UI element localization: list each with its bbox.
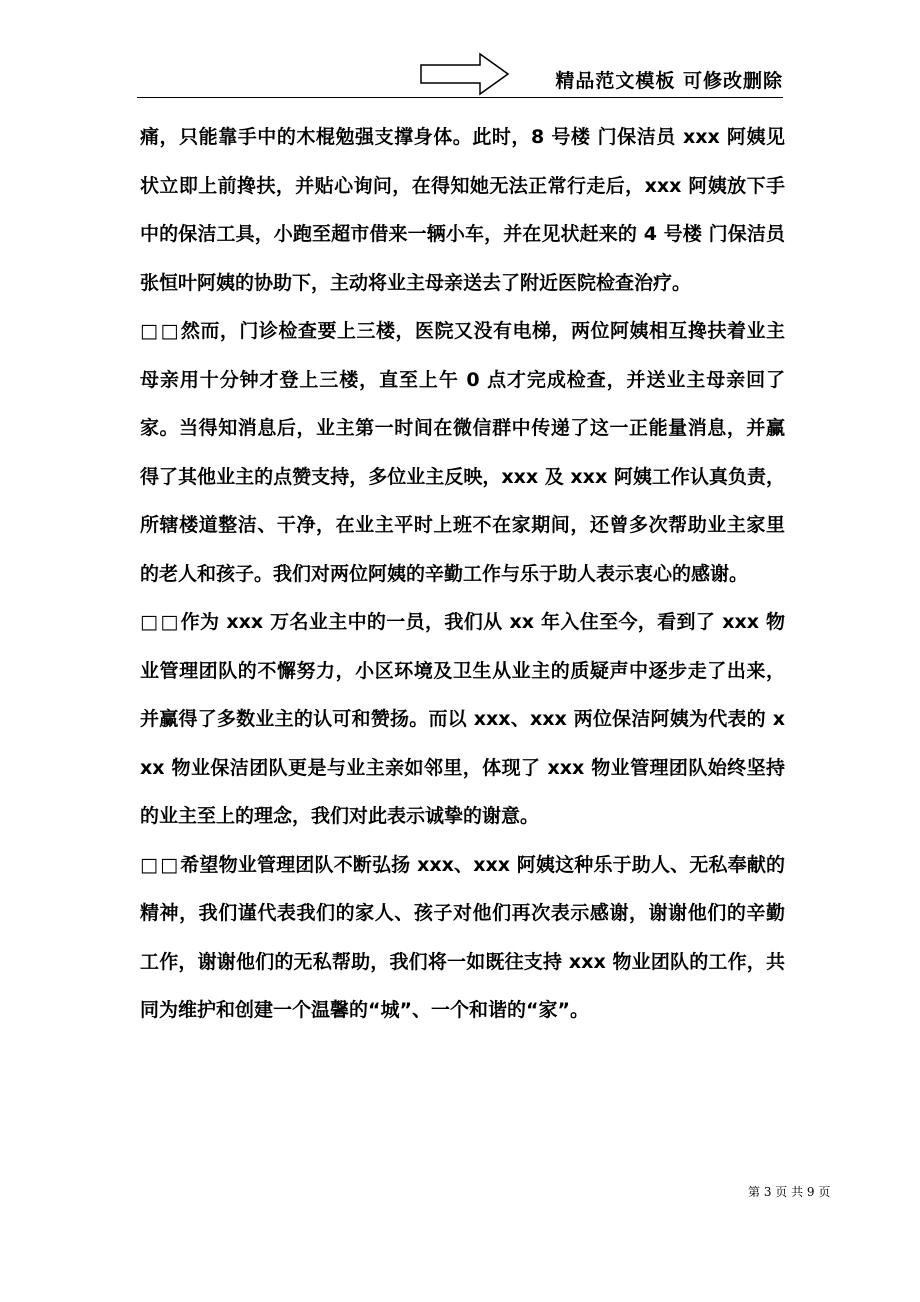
paragraph-indent: □□	[140, 611, 181, 633]
right-arrow-icon	[420, 52, 510, 100]
paragraph-text: 希望物业管理团队不断弘扬 xxx、xxx 阿姨这种乐于助人、无私奉献的精神，我们谨代表我们的家人、孩子对他们再次表示感谢，谢谢他们的辛勤工作，谢谢他们的无私帮助，我们将一如既往支持 xxx 物业团队的工作，共同为维护和创建一个温馨的“城”、一个和谐的“家”。	[140, 853, 785, 1021]
document-body	[140, 113, 785, 1035]
paragraph	[140, 598, 785, 841]
paragraph	[140, 113, 785, 307]
paragraph-text: 作为 xxx 万名业主中的一员，我们从 xx 年入住至今，看到了 xxx 物业管理团队的不懈努力，小区环境及卫生从业主的质疑声中逐步走了出来，并赢得了多数业主的认可和赞扬。而以 xxx、xxx 两位保洁阿姨为代表的 xxx 物业保洁团队更是与业主亲如邻里，体现了 xxx 物业管理团队始终坚持的业主至上的理念，我们对此表示诚挚的谢意。	[140, 611, 786, 827]
paragraph	[140, 841, 785, 1035]
paragraph-indent: □□	[140, 320, 181, 342]
page-number: 第 3 页 共 9 页	[748, 1185, 831, 1199]
paragraph-text: 痛，只能靠手中的木棍勉强支撑身体。此时，8 号楼 门保洁员 xxx 阿姨见状立即上前搀扶，并贴心询问，在得知她无法正常行走后，xxx 阿姨放下手中的保洁工具，小跑至超市借来一辆小车，并在见状赶来的 4 号楼 门保洁员张恒叶阿姨的协助下，主动将业主母亲送去了附近医院检查治疗。	[140, 126, 785, 294]
header-title: 精品范文模板 可修改删除	[555, 70, 783, 92]
paragraph-indent: □□	[140, 853, 181, 876]
paragraph	[140, 307, 785, 598]
header-divider	[137, 97, 783, 98]
page-header	[137, 50, 783, 98]
paragraph-text: 然而，门诊检查要上三楼，医院又没有电梯，两位阿姨相互搀扶着业主母亲用十分钟才登上三楼，直至上午 0 点才完成检查，并送业主母亲回了家。当得知消息后，业主第一时间在微信群中传递了这一正能量消息，并赢得了其他业主的点赞支持，多位业主反映，xxx 及 xxx 阿姨工作认真负责，所辖楼道整洁、干净，在业主平时上班不在家期间，还曾多次帮助业主家里的老人和孩子。我们对两位阿姨的辛勤工作与乐于助人表示衷心的感谢。	[140, 320, 785, 585]
